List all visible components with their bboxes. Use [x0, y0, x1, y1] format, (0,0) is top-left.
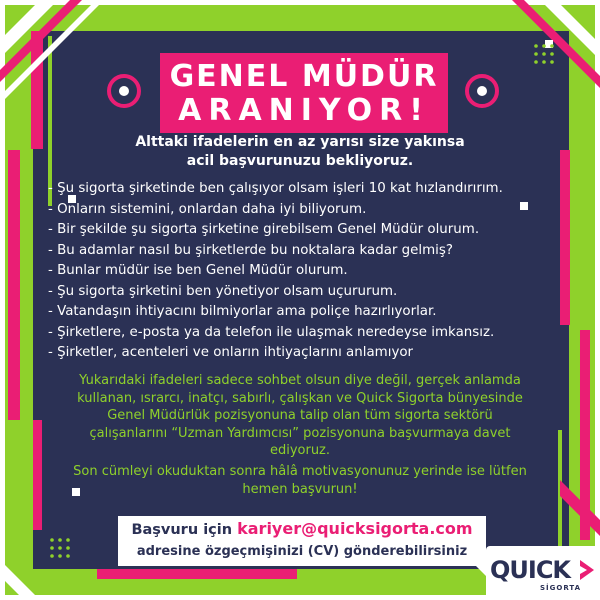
subtitle-line-1: Alttaki ifadelerin en az yarısı size yakınsa: [135, 134, 465, 150]
subtitle-line-2: acil başvurunuzu bekliyoruz.: [186, 153, 414, 169]
chevron-right-icon: [578, 560, 594, 580]
requirement-item: - Onların sistemini, onlardan daha iyi biliyorum.: [48, 201, 367, 217]
details-line: ediyoruz.: [269, 443, 331, 458]
call-to-action-line: hemen başvurun!: [242, 481, 358, 497]
brand-wordmark: QUICK: [490, 556, 571, 584]
requirement-item: - Şu sigorta şirketinde ben çalışıyor olsam işleri 10 kat hızlandırırım.: [48, 181, 503, 196]
requirement-item: - Bu adamlar nasıl bu şirketlerde bu noktalara kadar gelmiş?: [48, 242, 453, 258]
requirement-item: - Bunlar müdür ise ben Genel Müdür olurum.: [48, 263, 348, 278]
call-to-action: [45, 463, 555, 498]
details-line: Yukarıdaki ifadeleri sadece sohbet olsun diye değil, gerçek anlamda: [79, 373, 521, 388]
subtitle: [110, 133, 490, 171]
apply-line-2: adresine özgeçmişinizi (CV) gönderebilirsiniz: [136, 544, 468, 559]
target-ring-icon: [464, 73, 500, 109]
heading-banner: [160, 53, 448, 133]
requirement-list: [48, 179, 578, 364]
requirement-item: - Bir şekilde şu sigorta şirketine girebilsem Genel Müdür olurum.: [48, 222, 480, 237]
apply-line-1: [118, 518, 486, 541]
requirement-item: - Şirketler, acenteleri ve onların ihtiyaçlarını anlamıyor: [48, 345, 414, 360]
requirement-item: - Şirketlere, e-posta ya da telefon ile ulaşmak neredeyse imkansız.: [48, 324, 495, 340]
details-line: Genel Müdürlük pozisyonuna talip olan tüm sigorta sektörü: [107, 408, 493, 423]
requirement-item: - Şu sigorta şirketini ben yönetiyor olsam uçururum.: [48, 283, 398, 299]
heading-line-1: GENEL MÜDÜR: [169, 59, 439, 94]
heading-line-2: ARANIYOR!: [178, 93, 430, 128]
call-to-action-line: Son cümleyi okuduktan sonra hâlâ motivasyonunuz yerinde ise lütfen: [73, 464, 527, 479]
brand-logo: [486, 546, 600, 600]
details-line: çalışanlarını “Uzman Yardımcısı” pozisyonuna başvurmaya davet: [89, 425, 511, 441]
apply-prefix: Başvuru için: [131, 522, 238, 538]
target-ring-icon: [106, 73, 142, 109]
details-paragraph: [45, 372, 555, 460]
requirement-item: - Vatandaşın ihtiyacını bilmiyorlar ama poliçe hazırlıyorlar.: [48, 304, 437, 319]
apply-box: [118, 516, 486, 566]
brand-subtitle: SİGORTA: [540, 584, 582, 592]
apply-email-link[interactable]: kariyer@quicksigorta.com: [237, 519, 473, 538]
details-line: kullanan, ısrarcı, inatçı, sabırlı, çalışkan ve Quick Sigorta bünyesinde: [77, 390, 523, 406]
